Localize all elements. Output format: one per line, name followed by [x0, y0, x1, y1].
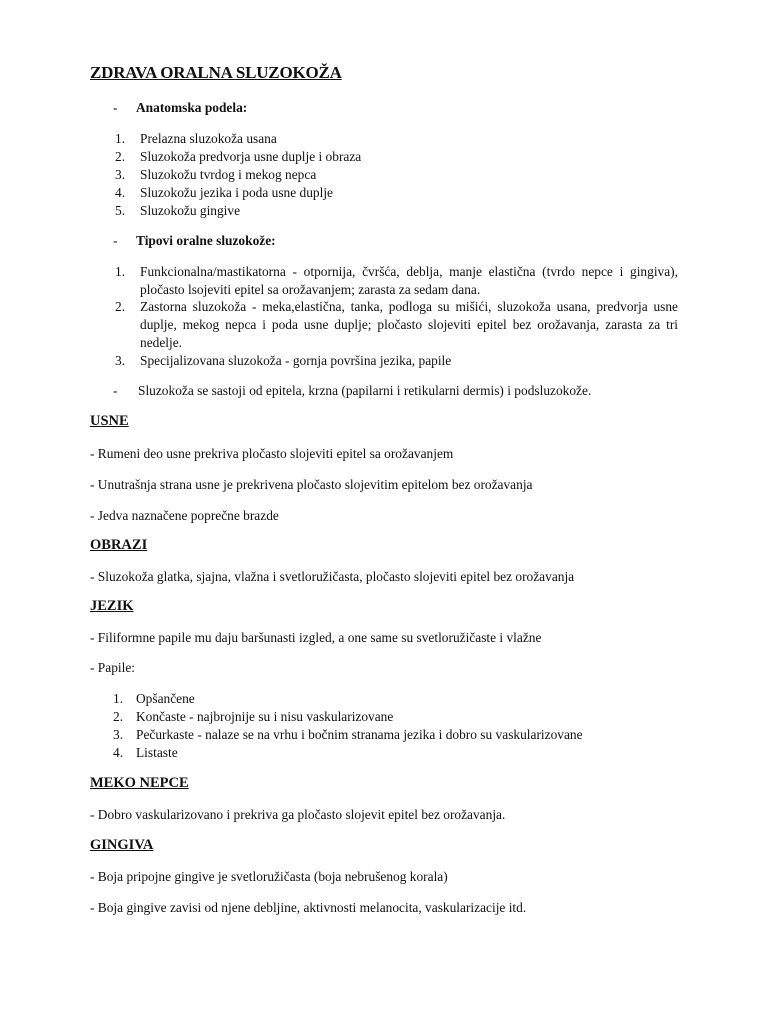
list-item: 3. Pečurkaste - nalaze se na vrhu i bočnim stranama jezika i dobro su vaskularizovane [113, 727, 583, 742]
heading-gingiva: GINGIVA [90, 837, 154, 853]
papile-list [90, 690, 678, 762]
document-title: ZDRAVA ORALNA SLUZOKOŽA [90, 63, 342, 82]
paragraph: - Sluzokoža glatka, sjajna, vlažna i svetloružičasta, pločasto slojeviti epitel bez orožavanja [90, 569, 575, 584]
list-item: 2. Končaste - najbrojnije su i nisu vaskularizovane [113, 709, 394, 724]
list-item: 4. Listaste [113, 745, 178, 760]
list-item: 2. Zastorna sluzokoža - meka,elastična, tanka, podloga su mišići, sluzokoža usana, predvorja usne duplje, mekog nepca i poda usne duplje; pločasto slojeviti epitel bez orožavanja, zarasta za tri nedelje. [115, 299, 678, 350]
paragraph: - Boja gingive zavisi od njene debljine, aktivnosti melanocita, vaskularizacije itd. [90, 900, 527, 915]
paragraph: - Filiformne papile mu daju baršunasti izgled, a one same su svetloružičaste i vlažne [90, 630, 542, 645]
list-item: 1. Opšančene [113, 691, 195, 706]
heading-obrazi: OBRAZI [90, 537, 148, 553]
section-tipovi-heading: - Tipovi oralne sluzokože: [113, 233, 276, 248]
heading-meko-nepce: MEKO NEPCE [90, 775, 189, 791]
anatomska-list [90, 130, 678, 220]
heading-jezik: JEZIK [90, 598, 134, 614]
paragraph: - Rumeni deo usne prekriva pločasto slojeviti epitel sa orožavanjem [90, 446, 454, 461]
section-anatomska-heading: - Anatomska podela: [113, 100, 248, 115]
list-item: 3. Sluzokožu tvrdog i mekog nepca [115, 167, 317, 182]
paragraph: - Papile: [90, 660, 135, 675]
tipovi-list [90, 263, 678, 370]
paragraph: - Unutrašnja strana usne je prekrivena pločasto slojevitim epitelom bez orožavanja [90, 477, 533, 492]
paragraph: - Jedva naznačene poprečne brazde [90, 508, 279, 523]
heading-usne: USNE [90, 413, 129, 429]
paragraph: - Boja pripojne gingive je svetloružičasta (boja nebrušenog korala) [90, 869, 448, 884]
list-item: 1. Funkcionalna/mastikatorna - otpornija, čvršća, deblja, manje elastična (tvrdo nepce i gingiva), pločasto lsojeviti epitel sa orožavanjem; zarasta za sedam dana. [115, 264, 678, 297]
sastav-line: - Sluzokoža se sastoji od epitela, krzna (papilarni i retikularni dermis) i podsluzokože. [113, 383, 592, 398]
list-item: 2. Sluzokoža predvorja usne duplje i obraza [115, 149, 362, 164]
list-item: 4. Sluzokožu jezika i poda usne duplje [115, 185, 334, 200]
list-item: 3. Specijalizovana sluzokoža - gornja površina jezika, papile [115, 353, 452, 368]
list-item: 1. Prelazna sluzokoža usana [115, 131, 277, 146]
paragraph: - Dobro vaskularizovano i prekriva ga pločasto slojevit epitel bez orožavanja. [90, 807, 506, 822]
list-item: 5. Sluzokožu gingive [115, 203, 241, 218]
